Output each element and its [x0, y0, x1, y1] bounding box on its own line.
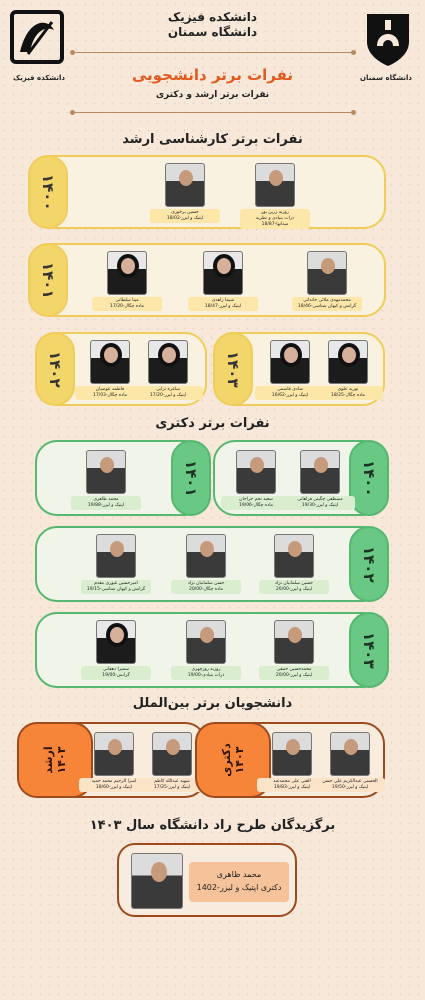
student-card [292, 251, 362, 311]
student-photo [96, 620, 136, 664]
student-info: ذرات بنیادی-19/00 [187, 673, 225, 678]
student-label [150, 209, 220, 223]
divider-bottom [72, 112, 354, 113]
student-name: حسین سلمانیان نژاد [275, 581, 313, 586]
degree-label: ارشد [42, 746, 55, 774]
award-photo [131, 853, 183, 909]
student-info: اپتیک و لیزر-19/83 [273, 785, 311, 790]
student-name: روزبه روزچهری [191, 667, 221, 672]
student-label [221, 496, 291, 510]
year-label: ۱۴۰۱ [39, 261, 57, 299]
student-photo [274, 534, 314, 578]
student-info: ماده چگال-17/03 [92, 393, 128, 398]
degree-label: دکتری [220, 743, 233, 777]
student-name: محمدحسین حنیفی [276, 667, 312, 672]
student-label [188, 297, 258, 311]
masters-group-1403 [213, 332, 385, 406]
student-name: مینا سلطانی [115, 298, 139, 303]
student-photo [255, 163, 295, 207]
student-name: سمیرا دهقانی [103, 667, 129, 672]
phd-group-1401 [35, 440, 207, 516]
student-card [221, 450, 291, 510]
student-photo [300, 450, 340, 494]
student-name: الحسنی عبدالکریم علی حسن [322, 779, 378, 784]
student-card [259, 534, 329, 594]
student-name: حسن سلمانیان نژاد [187, 581, 225, 586]
award-label [189, 862, 289, 902]
divider-dot [351, 50, 356, 55]
year-badge [28, 243, 68, 317]
student-label [133, 386, 203, 400]
student-name: فاطمه عوضیان [95, 387, 125, 392]
student-info: اپتیک و لیزر-19/30 [301, 503, 339, 508]
student-name: الفتی علی محمدعبد [273, 779, 311, 784]
student-name: روزبه زرین پور [261, 210, 289, 215]
student-label [240, 209, 310, 229]
student-name: امیرحسین غیوری مقدم [94, 581, 138, 586]
student-card [71, 450, 141, 510]
year-badge [349, 612, 389, 688]
student-info: اپتیک و لیزر-20/00 [275, 673, 313, 678]
year-label: ۱۴۰۳ [360, 631, 378, 669]
student-name: شادی قاسمی [277, 387, 303, 392]
dept-line-2: دانشگاه سمنان [167, 25, 258, 39]
student-info: اپتیک و لیزر-20/00 [275, 587, 313, 592]
student-card [285, 450, 355, 510]
student-label [315, 778, 385, 792]
student-label [171, 666, 241, 680]
student-photo [186, 620, 226, 664]
year-label: ۱۴۰۱ [182, 459, 200, 497]
student-photo [96, 534, 136, 578]
year-label: ۱۴۰۲ [46, 350, 64, 388]
student-photo [86, 450, 126, 494]
student-name: محمد ظاهری [93, 497, 119, 502]
student-name: شهید عبدالله کاظم [154, 779, 190, 784]
student-card [188, 251, 258, 311]
phd-group-1403 [35, 612, 385, 688]
student-name: شیما زاهدی [211, 298, 235, 303]
dept-line-1: دانشکده فیزیک [167, 10, 258, 24]
year-badge [35, 332, 75, 406]
award-detail: دکتری اپتیک و لیزر-1402 [196, 883, 282, 892]
student-photo [152, 732, 192, 776]
student-label [292, 297, 362, 311]
international-group-masters [35, 722, 207, 798]
section-title-masters: نفرات برتر کارشناسی ارشد [122, 132, 303, 147]
page-title: نفرات برتر دانشجویی [131, 66, 294, 84]
year-label: ۱۴۰۳ [233, 746, 246, 774]
student-photo [274, 620, 314, 664]
student-label [171, 580, 241, 594]
student-name: مصطفی چگینی فراهانی [297, 497, 343, 502]
page-subtitle: نفرات برتر ارشد و دکتری [155, 90, 270, 100]
student-info: اپتیک و لیزر-18/02 [166, 216, 204, 221]
year-label: ۱۴۰۳ [55, 746, 68, 774]
student-photo [272, 732, 312, 776]
student-photo [236, 450, 276, 494]
student-name: محمدمهدی ملائی خاندانی [303, 298, 351, 303]
student-info: گرانش-19/00 [102, 673, 130, 678]
student-photo [330, 732, 370, 776]
masters-group-1402 [35, 332, 207, 406]
student-card [315, 732, 385, 792]
student-card [313, 340, 383, 400]
student-info: ماده چگال-19/06 [238, 503, 274, 508]
right-logo-caption: دانشگاه سمنان [359, 74, 413, 82]
student-label [313, 386, 383, 400]
student-label [285, 496, 355, 510]
student-card [150, 163, 220, 223]
student-name: ساغره ترابی [156, 387, 180, 392]
year-badge [213, 332, 253, 406]
award-card [117, 843, 297, 917]
divider-dot [351, 110, 356, 115]
year-badge [349, 526, 389, 602]
phd-group-1400 [213, 440, 385, 516]
student-info: ماده چگال-20/00 [188, 587, 224, 592]
international-group-phd [213, 722, 385, 798]
student-photo [328, 340, 368, 384]
award-name: محمد ظاهری [216, 870, 262, 879]
student-photo [307, 251, 347, 295]
student-info: گرانش و کیهان شناسی-19/15 [86, 587, 146, 592]
student-label [259, 580, 329, 594]
student-name: اسرا الرحیم محمد حمید [91, 779, 137, 784]
student-info: ماده چگال-17/20 [109, 304, 145, 309]
student-info: اپتیک و لیزر-16/62 [271, 393, 309, 398]
student-card [171, 534, 241, 594]
student-info: اپتیک و لیزر-18/60 [95, 785, 133, 790]
student-card [92, 251, 162, 311]
student-info: ماده چگال-18/25 [330, 393, 366, 398]
year-label: ۱۴۰۰ [39, 173, 57, 211]
year-label: ۱۴۰۲ [360, 545, 378, 583]
divider-dot [70, 110, 75, 115]
left-logo-caption: دانشکده فیزیک [12, 74, 66, 82]
student-label [259, 666, 329, 680]
student-info: اپتیک و لیزر-19/50 [331, 785, 369, 790]
student-card [133, 340, 203, 400]
divider-dot [70, 50, 75, 55]
faculty-name [0, 10, 425, 40]
masters-group-1401 [28, 243, 386, 317]
year-label: ۱۴۰۳ [224, 350, 242, 388]
student-info: اپتیک و لیزر-17/20 [149, 393, 187, 398]
student-photo [107, 251, 147, 295]
year-badge [349, 440, 389, 516]
student-card [240, 163, 310, 229]
student-info: اپتیک و لیزر-18/47 [204, 304, 242, 309]
student-name: نوریه علوی [337, 387, 359, 392]
student-card [259, 620, 329, 680]
student-name: حسین برخوری [171, 210, 199, 215]
student-label [81, 666, 151, 680]
student-photo [94, 732, 134, 776]
student-photo [165, 163, 205, 207]
section-title-international: دانشجویان برتر بین‌الملل [132, 696, 293, 711]
section-title-phd: نفرات برتر دکتری [155, 416, 270, 431]
year-badge [28, 155, 68, 229]
student-label [81, 580, 151, 594]
student-info: گرانش و کیهان شناسی-18/46 [297, 304, 357, 309]
student-photo [148, 340, 188, 384]
student-info: ذرات بنیادی و نظریه میدانها-18/87 [255, 216, 295, 227]
student-photo [90, 340, 130, 384]
student-name: سعید نجم‌ خراجان [239, 497, 273, 502]
student-info: اپتیک و لیزر-17/25 [153, 785, 191, 790]
student-photo [186, 534, 226, 578]
student-label [71, 496, 141, 510]
masters-group-1400 [28, 155, 386, 229]
student-card [81, 534, 151, 594]
student-photo [270, 340, 310, 384]
divider-top [72, 52, 354, 53]
student-photo [203, 251, 243, 295]
student-card [81, 620, 151, 680]
student-card [171, 620, 241, 680]
year-badge [171, 440, 211, 516]
student-label [92, 297, 162, 311]
year-label: ۱۴۰۰ [360, 459, 378, 497]
section-title-award: برگزیدگان طرح راد دانشگاه سال ۱۴۰۳ [89, 818, 336, 833]
student-info: اپتیک و لیزر-19/88 [87, 503, 125, 508]
phd-group-1402 [35, 526, 385, 602]
